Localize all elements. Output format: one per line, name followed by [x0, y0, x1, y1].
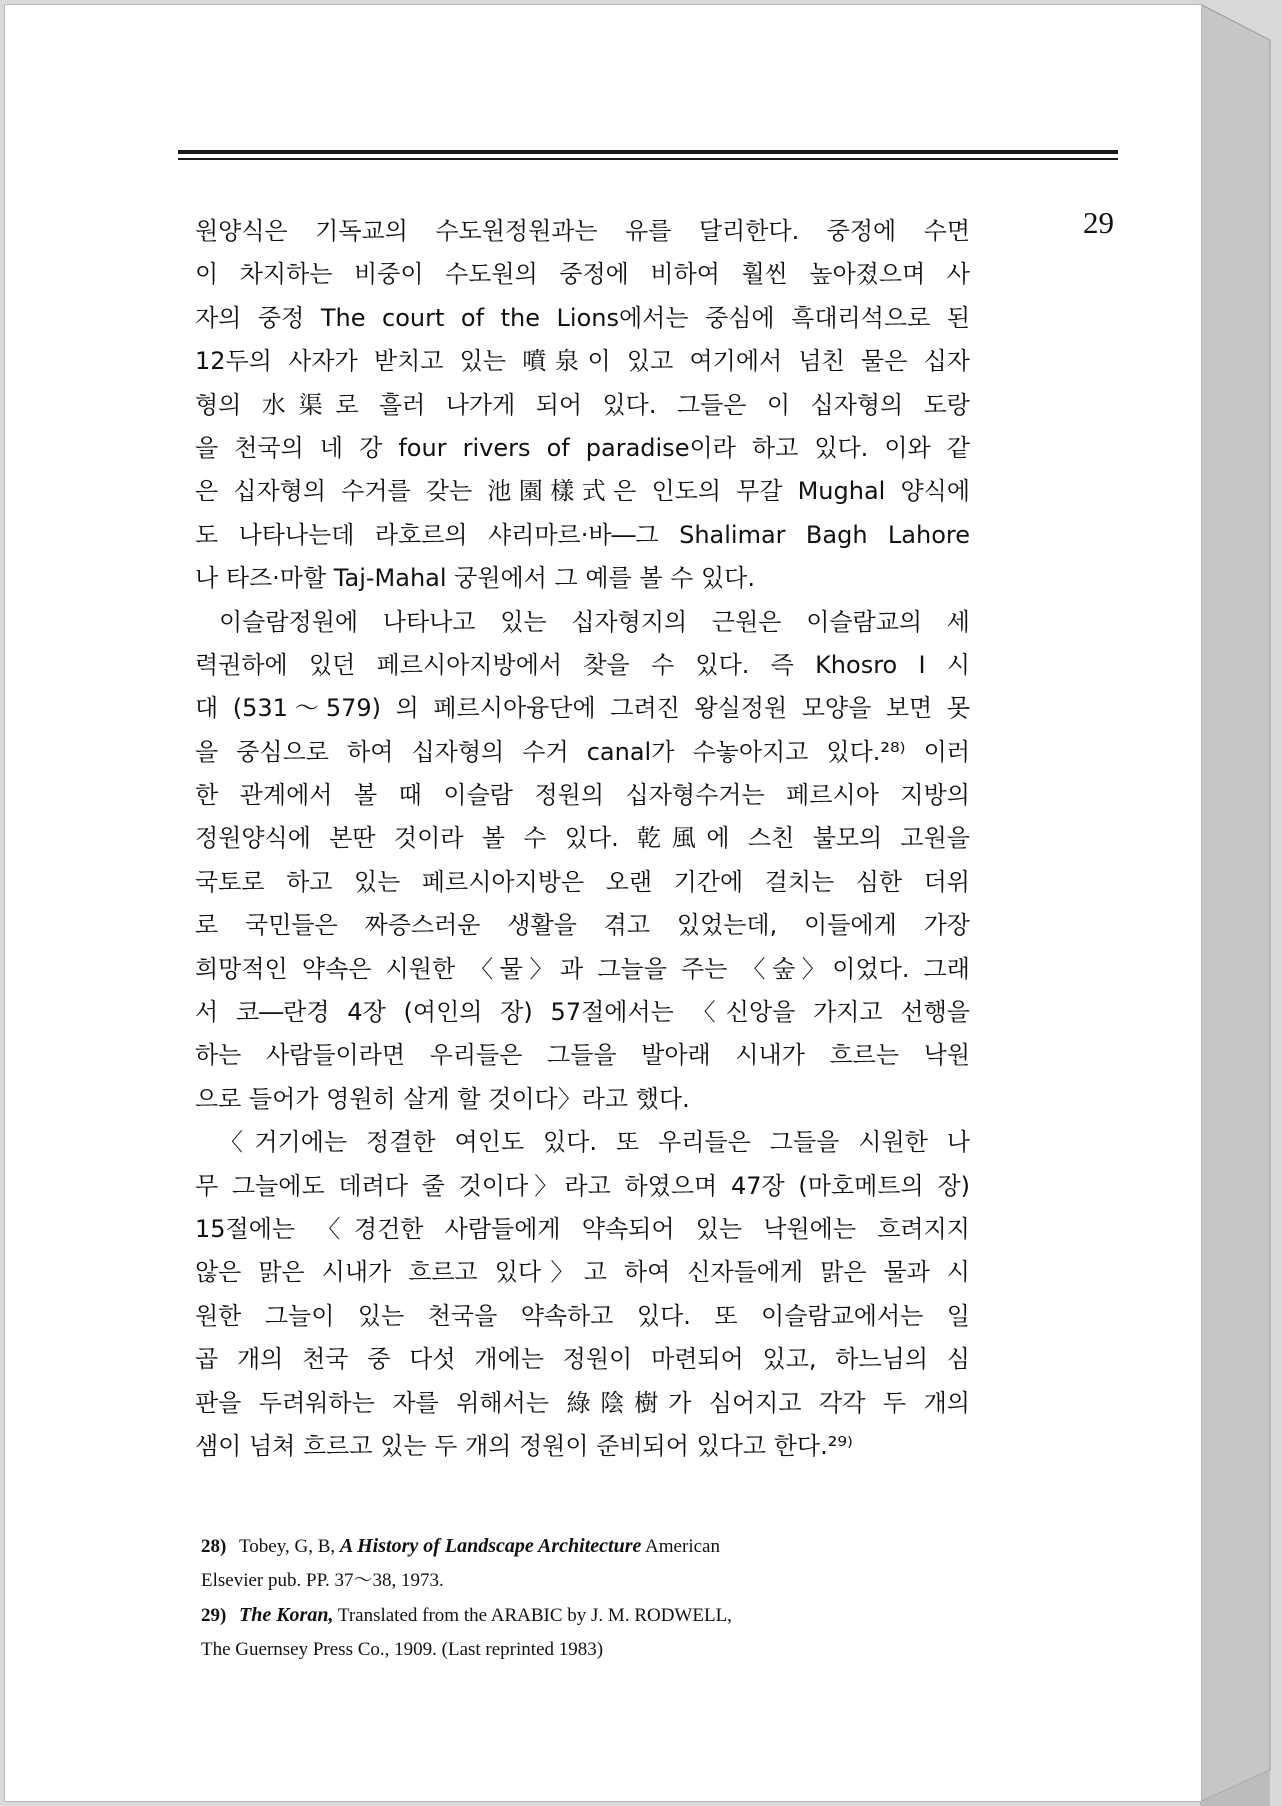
body-line: 이 차지하는 비중이 수도원의 중정에 비하여 훨씬 높아졌으며 사	[195, 260, 970, 289]
body-text	[195, 210, 970, 1468]
footnote-detail: Translated from the ARABIC by J. M. RODWELL,	[333, 1605, 732, 1626]
footnote-continuation: Elsevier pub. PP. 37～38, 1973.	[201, 1570, 444, 1591]
body-line: 국토로 하고 있는 페르시아지방은 오랜 기간에 걸치는 심한 더위	[195, 867, 970, 896]
body-line: 샘이 넘쳐 흐르고 있는 두 개의 정원이 준비되어 있다고 한다.²⁹⁾	[195, 1431, 853, 1460]
body-line: 로 국민들은 짜증스러운 생활을 겪고 있었는데, 이들에게 가장	[195, 911, 970, 940]
document-page	[4, 4, 1202, 1802]
body-line: 은 십자형의 수거를 갖는 池園樣式은 인도의 무갈 Mughal 양식에	[195, 477, 970, 506]
body-line: 15절에는 〈경건한 사람들에게 약속되어 있는 낙원에는 흐려지지	[195, 1214, 970, 1243]
footnote-number: 29)	[201, 1605, 227, 1626]
body-line: 하는 사람들이라면 우리들은 그들을 발아래 시내가 흐르는 낙원	[195, 1041, 970, 1070]
footnote-continuation: The Guernsey Press Co., 1909. (Last reprinted 1983)	[201, 1639, 604, 1660]
body-line: 서 코―란경 4장 (여인의 장) 57절에서는 〈신앙을 가지고 선행을	[195, 998, 970, 1027]
body-line: 대 (531～579) 의 페르시아융단에 그려진 왕실정원 모양을 보면 못	[195, 694, 970, 723]
body-line: 도 나타나는데 라호르의 샤리마르·바―그 Shalimar Bagh Lahore	[195, 520, 970, 549]
body-line: 형의 水渠로 흘러 나가게 되어 있다. 그들은 이 십자형의 도랑	[195, 390, 970, 419]
footnote-number: 28)	[201, 1536, 227, 1557]
header-rule	[178, 150, 1118, 154]
body-line: 무 그늘에도 데려다 줄 것이다〉라고 하였으며 47장 (마호메트의 장)	[195, 1171, 970, 1200]
body-line: 이슬람정원에 나타나고 있는 십자형지의 근원은 이슬람교의 세	[219, 607, 970, 636]
page-number: 29	[1083, 205, 1114, 240]
header-rule-thin	[178, 158, 1118, 160]
body-line: 12두의 사자가 받치고 있는 噴泉이 있고 여기에서 넘친 물은 십자	[195, 347, 970, 376]
footnote-title: A History of Landscape Architecture	[339, 1535, 642, 1557]
body-line: 않은 맑은 시내가 흐르고 있다〉고 하여 신자들에게 맑은 물과 시	[195, 1258, 970, 1287]
footnote-title: The Koran,	[239, 1604, 334, 1626]
body-line: 〈거기에는 정결한 여인도 있다. 또 우리들은 그들을 시원한 나	[219, 1128, 970, 1157]
footnotes	[201, 1529, 1001, 1667]
body-line: 곱 개의 천국 중 다섯 개에는 정원이 마련되어 있고, 하느님의 심	[195, 1345, 970, 1374]
body-line: 자의 중정 The court of the Lions에서는 중심에 흑대리석으로 된	[195, 303, 970, 332]
body-line: 정원양식에 본딴 것이라 볼 수 있다. 乾風에 스친 불모의 고원을	[195, 824, 970, 853]
body-line: 희망적인 약속은 시원한 〈물〉과 그늘을 주는 〈숲〉이었다. 그래	[195, 954, 970, 983]
footnote-detail: American	[641, 1536, 720, 1557]
body-line: 을 천국의 네 강 four rivers of paradise이라 하고 있다. 이와 같	[195, 433, 970, 462]
footnote-1	[201, 1529, 1001, 1564]
body-line: 원양식은 기독교의 수도원정원과는 유를 달리한다. 중정에 수면	[195, 217, 970, 245]
body-line: 판을 두려워하는 자를 위해서는 綠陰樹가 심어지고 각각 두 개의	[195, 1388, 970, 1417]
body-line: 한 관계에서 볼 때 이슬람 정원의 십자형수거는 페르시아 지방의	[195, 781, 970, 810]
footnote-author: Tobey, G, B,	[239, 1536, 340, 1557]
body-line: 원한 그늘이 있는 천국을 약속하고 있다. 또 이슬람교에서는 일	[195, 1301, 970, 1330]
body-line: 을 중심으로 하여 십자형의 수거 canal가 수놓아지고 있다.²⁸⁾ 이러	[195, 737, 970, 766]
body-line: 으로 들어가 영원히 살게 할 것이다〉라고 했다.	[195, 1084, 690, 1113]
footnote-2	[201, 1598, 1001, 1633]
body-line: 력권하에 있던 페르시아지방에서 찾을 수 있다. 즉 Khosro I 시	[195, 650, 970, 679]
body-line: 나 타즈·마할 Taj-Mahal 궁원에서 그 예를 볼 수 있다.	[195, 564, 755, 593]
